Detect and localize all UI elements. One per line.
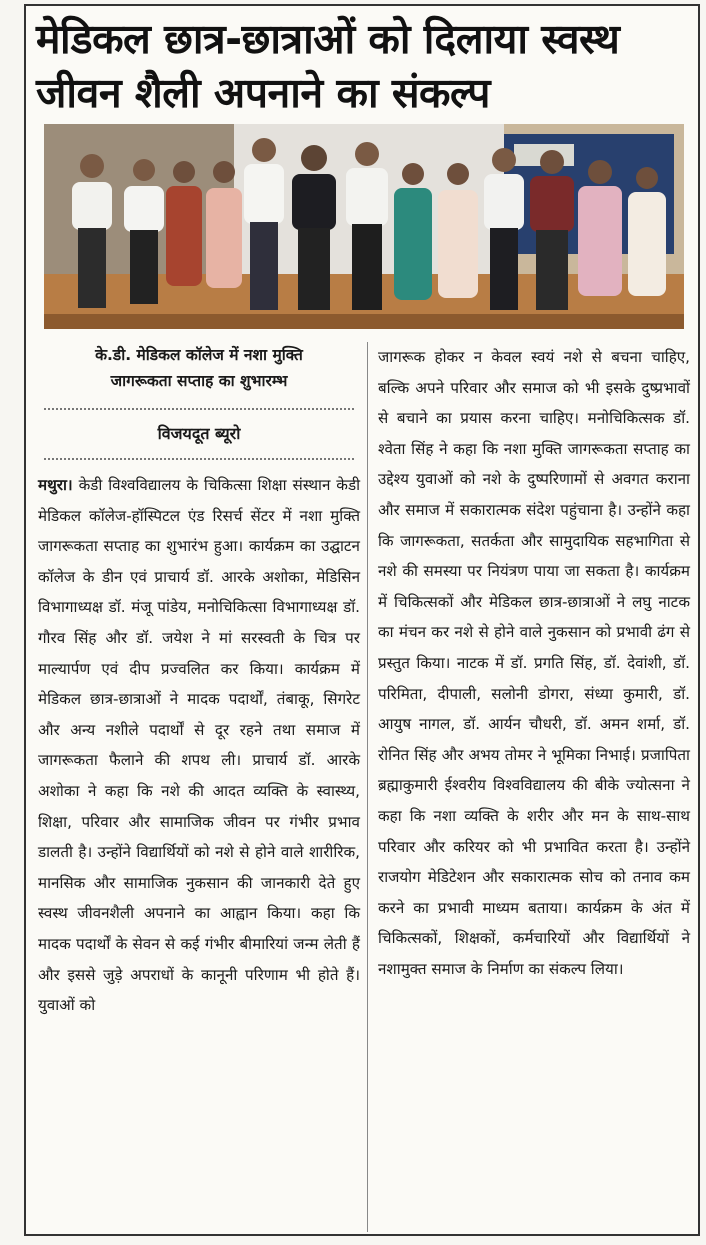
group-photo [44, 124, 684, 329]
dotted-divider-bottom [44, 458, 354, 460]
news-clipping [24, 4, 700, 1236]
column-rule [367, 342, 368, 1232]
dotted-divider-top [44, 408, 354, 410]
headline-line-1: मेडिकल छात्र-छात्राओं को दिलाया स्वस्थ [36, 15, 620, 63]
article-body-right: जागरूक होकर न केवल स्वयं नशे से बचना चाहिए, बल्कि अपने परिवार और समाज को भी इसके दुष्प्रभावों से बचाने का प्रयास करना चाहिए। मनोचिकित्सक डॉ. श्वेता सिंह ने कहा कि नशा मुक्ति जागरूकता सप्ताह का उद्देश्य युवाओं को नशे के दुष्परिणामों से अवगत कराना और समाज में सकारात्मक संदेश पहुंचाना है। उन्होंने कहा कि जागरूकता, सतर्कता और सामुदायिक सहभागिता से नशे की समस्या पर नियंत्रण पाया जा सकता है। कार्यक्रम में चिकित्सकों और मेडिकल छात्र-छात्राओं ने लघु नाटक का मंचन कर नशे से होने वाले नुकसान को प्रभावी ढंग से प्रस्तुत किया। नाटक में डॉ. प्रगति सिंह, डॉ. देवांशी, डॉ. परिमिता, दीपाली, सलोनी डोगरा, संध्या कुमारी, डॉ. आयुष नागल, डॉ. आर्यन चौधरी, डॉ. अमन शर्मा, डॉ. रोनित सिंह और अभय तोमर ने भूमिका निभाई। प्रजापिता ब्रह्माकुमारी ईश्वरीय विश्वविद्यालय की बीके ज्योत्सना ने कहा कि नशा व्यक्ति के शरीर और मन के साथ-साथ परिवार और करियर को भी प्रभावित करता है। उन्होंने राजयोग मेडिटेशन और सकारात्मक सोच को तनाव कम करने का प्रभावी माध्यम बताया। कार्यक्रम के अंत में चिकित्सकों, शिक्षकों, कर्मचारियों और विद्यार्थियों ने नशामुक्त समाज के निर्माण का संकल्प लिया। [378, 348, 690, 978]
subheadline-line-2: जागरूकता सप्ताह का शुभारम्भ [110, 372, 288, 390]
headline [36, 12, 688, 120]
article-body-left [38, 470, 360, 1021]
dateline-place: मथुरा। [38, 476, 73, 494]
left-body-text: केडी विश्वविद्यालय के चिकित्सा शिक्षा संस्थान केडी मेडिकल कॉलेज-हॉस्पिटल एंड रिसर्च सेंटर में नशा मुक्ति जागरूकता सप्ताह का शुभारंभ हुआ। कार्यक्रम का उद्घाटन कॉलेज के डीन एवं प्राचार्य डॉ. आरके अशोका, मेडिसिन विभागाध्यक्ष डॉ. मंजू पांडेय, मनोचिकित्सा विभागाध्यक्ष डॉ. गौरव सिंह और डॉ. जयेश ने मां सरस्वती के चित्र पर माल्यार्पण एवं दीप प्रज्वलित कर किया। कार्यक्रम में मेडिकल छात्र-छात्राओं ने मादक पदार्थों, तंबाकू, सिगरेट और अन्य नशीले पदार्थों से दूर रहने तथा समाज में जागरूकता फैलाने की शपथ ली। प्राचार्य डॉ. आरके अशोका ने कहा कि नशे की आदत व्यक्ति के स्वास्थ्य, शिक्षा, परिवार और सामाजिक जीवन पर गंभीर प्रभाव डालती है। उन्होंने विद्यार्थियों को नशे से होने वाले शारीरिक, मानसिक और सामाजिक नुकसान की जानकारी देते हुए स्वस्थ जीवनशैली अपनाने का आह्वान किया। कहा कि मादक पदार्थों के सेवन से कई गंभीर बीमारियां जन्म लेती हैं और इससे जुड़े अपराधों के कानूनी परिणाम भी होते हैं। युवाओं को [38, 476, 360, 1015]
byline: विजयदूत ब्यूरो [157, 424, 241, 443]
headline-line-2: जीवन शैली अपनाने का संकल्प [36, 69, 490, 117]
subheadline-line-1: के.डी. मेडिकल कॉलेज में नशा मुक्ति [95, 346, 303, 364]
right-column [378, 342, 690, 984]
group-photo-icon [44, 124, 684, 329]
left-column [38, 342, 360, 1021]
subheadline [38, 342, 360, 394]
